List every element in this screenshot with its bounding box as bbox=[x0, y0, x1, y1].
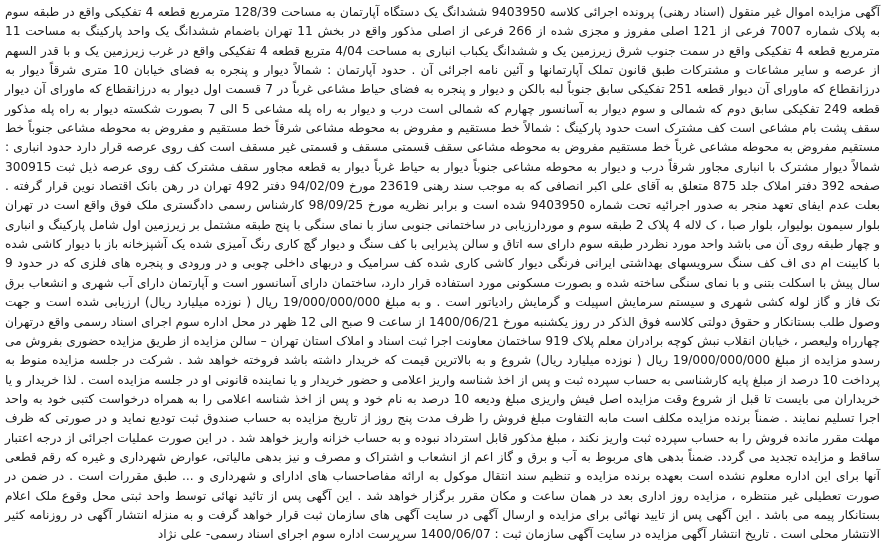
notice-body-text: آگهی مزایده اموال غیر منقول (اسناد رهنی) پرونده اجرائی کلاسه 9403950 ششدانگ یک دستگاه آپارتمان به مساحت 128/39 مترمربع قطعه 4 تفکیکی واقع در طبقه سوم به پلاک شماره 7007 فرعی از 121 اصلی مفروز و مجزی شده از 266 فرعی از اصلی مذکور واقع در بخش 11 تهران باضمام ششدانگ یک واحد پارکینگ به مساحت 11 مترمربع قطعه 4 تفکیکی واقع در سمت جنوب شرق زیرزمین یک و ششدانگ یکباب انباری به مساحت 4/04 متربع قطعه 4 تفکیکی واقع در غرب زیرزمین یک و با قدر السهم از عرصه و سایر مشاعات و مشترکات طبق قانون تملک آپارتمانها و آئین نامه اجرائی آن . حدود آپارتمان : شمالاً دیوار و پنجره به فضای خیابان 10 متری شرقاً دیوار به درزانقطاع که ماورای آن دیوار قطعه 251 تفکیکی سابق جنوباً لبه بالکن و دیوار و پنجره به فضای حیاط مشاعی غرباً در 7 قسمت اول دیوار به درزانقطاع که ماورای آن دیوار قطعه 249 تفکیکی سابق دوم که شمالی و سوم دیوار به آسانسور چهارم که شمالی است درب و دیوار به راه پله مشاعی 5 الی 7 بصورت شکسته دیوار به راه پله مذکور سقف پشت بام مشاعی است کف مشترک است حدود پارکینگ : شمالاً خط مستقیم و مفروض به محوطه مشاعی شرقاً خط مستقیم و مفروض به محوطه مشاعی جنوباً خط مستقیم مفروض به محوطه مشاعی غرباً خط مستقیم مفروض به محوطه مشاعی سقف قسمتی مسقف و قسمتی غیر مسقف است کف روی عرصه قرار دارد حدود انباری : شمالاً دیوار مشترک با انباری مجاور شرقاً درب و دیوار به محوطه مشاعی جنوباً دیوار به حیاط غرباً دیوار به قطعه مجاور سقف مشترک کف روی عرصه ذیل ثبت 300915 صفحه 392 دفتر املاک جلد 875 متعلق به آقای علی اکبر انصافی که به موجب سند رهنی 23619 مورخ 94/02/09 دفتر 492 تهران در رهن بانک اقتصاد نوین قرار گرفته . بعلت عدم ایفای تعهد منجر به صدور اجرائیه تحت شماره 9403950 شده است و برابر نظریه مورخ 98/09/25 کارشناس رسمی دادگستری ملک فوق واقع است در تهران بلوار سیمون بولیوار، بلوار صبا ، ک لاله 4 پلاک 2 طبقه سوم و موردارزیابی در ساختمانی جنوبی ساز با نمای سنگی با پنج طبقه مشتمل بر زیرزمین اول شامل پارکینگ و انباری و چهار طبقه روی آن می باشد واحد مورد نظردر طبقه سوم دارای سه اتاق و سالن پذیرایی با کف سنگ و دیوار گچ کاری رنگ آمیزی شده یک آشپزخانه باز با دیوار کاشی شده با کابینت ام دی اف کف سنگ سرویسهای بهداشتی ایرانی فرنگی دیوار کاشی کاری شده کف سرامیک و دربهای داخلی چوبی و در ورودی و پنجره های فلزی که در حدود 9 سال پیش با اسکلت بتنی و با نمای سنگی ساخته شده و بصورت مسکونی مورد استفاده قرار دارد، ساختمان دارای آسانسور است و آپارتمان دارای آب شهری و انشعاب برق تک فاز و گاز لوله کشی شهری و سیستم سرمایش اسپیلت و گرمایش رادیاتور است . و به مبلغ 19/000/000/000 ریال ( نوزده میلیارد ریال) ارزیابی شده است و جهت وصول طلب بستانکار و حقوق دولتی کلاسه فوق الذکر در روز یکشنبه مورخ 1400/06/21 از ساعت 9 صبح الی 12 ظهر در محل اداره سوم اجرای اسناد رسمی واقع درتهران چهارراه ولیعصر ، خیابان انقلاب نبش کوچه برادران معلم پلاک 919 ساختمان معاونت اجرا ثبت اسناد و املاک استان تهران – سالن مزایده از طریق مزایده حضوری بفروش می رسدو مزایده از مبلغ 19/000/000/000 ریال ( نوزده میلیارد ریال) شروع و به بالاترین قیمت که خریدار داشته باشد فروخته خواهد شد . شرکت در جلسه مزایده منوط به پرداخت 10 درصد از مبلغ پایه کارشناسی به حساب سپرده ثبت و پس از اخذ شناسه واریز اعلامی و حضور خریدار و یا نماینده قانونی او در جلسه مزایده است . لذا خریدار و یا خریداران می بایست تا قبل از شروع وقت مزایده اصل فیش واریزی مبلغ ودیعه 10 درصد به نام خود و پس از اخذ شناسه اعلامی را به همراه درخواست کتبی خود به واحد اجرا تسلیم نمایند . ضمناً برنده مزایده مکلف است مابه التفاوت مبلغ فروش را ظرف مدت پنج روز از تاریخ مزایده به حساب صندوق ثبت تودیع نماید و در صورتی که ظرف مهلت مقرر مانده فروش را به حساب سپرده ثبت واریز نکند ، مبلغ مذکور قابل استرداد نبوده و به حساب خزانه واریز خواهد شد . در این صورت عملیات اجرائی از درجه اعتبار ساقط و مزایده تجدید می گردد. ضمناً بدهی های مربوط به آب و برق و گاز اعم از انشعاب و اشتراک و مصرف و نیز بدهی مالیاتی، عوارض شهرداری و غیره که رقم قطعی آنها برای این اداره معلوم نشده است بعهده برنده مزایده و تنظیم سند انتقال موکول به ارائه مفاصاحساب های ادارای و شهرداری و ... طبق مقررات است . در ضمن در صورت تعطیلی غیر منتظره ، مزایده روز اداری بعد در همان ساعت و مکان مقرر برگزار خواهد شد . این آگهی پس از تائید نهائی توسط واحد ثبتی محل وقوع ملک اعلام بستانکار پیمه می باشد . این آگهی پس از تایید نهائی برای مزایده و ارسال آگهی در سایت آگهی های سازمان ثبت قرار خواهد گرفت و به منزله انتشار آگهی در روزنامه کثیر الانتشار محلی است . تاریخ انتشار آگهی مزایده در سایت آگهی سازمان ثبت : 1400/06/07 سرپرست اداره سوم اجرای اسناد رسمی- علی نژاد bbox=[5, 5, 881, 542]
